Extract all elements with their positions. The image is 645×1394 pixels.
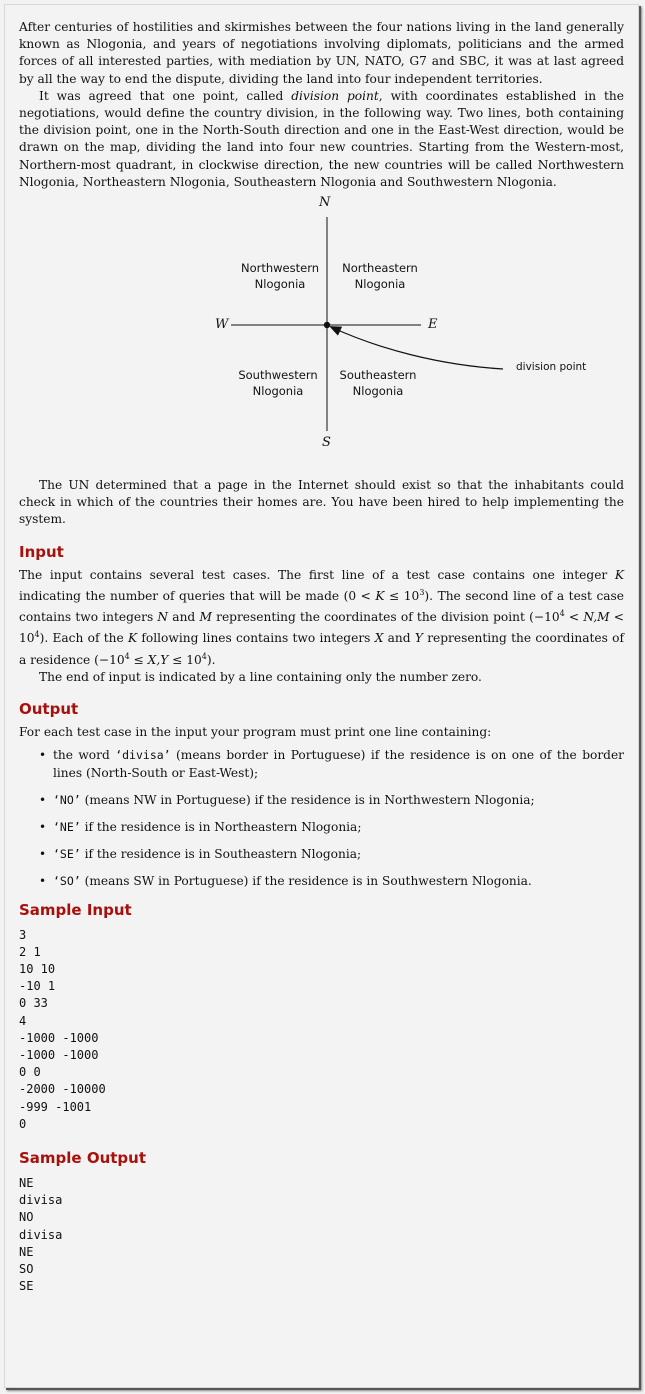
- input-text: following lines contains two integers: [137, 631, 375, 646]
- division-point-arrow: [331, 327, 503, 369]
- input-text: and: [168, 610, 200, 625]
- bullet-icon: •: [39, 792, 47, 807]
- problem-page: [4, 4, 639, 1388]
- west-label: W: [215, 317, 229, 333]
- ne-line1: Northeastern: [342, 261, 418, 276]
- bullet-icon: •: [39, 874, 47, 889]
- northwestern-label: [235, 260, 325, 292]
- after-figure-paragraph: The UN determined that a page in the Internet should exist so that the inhabitants could check in which of the countries their homes are. You have been hired to help implementing the system.: [19, 478, 624, 527]
- input-text: indicating the number of queries that will be made (0 <: [19, 588, 376, 603]
- intro-p2-before: It was agreed that one point, called: [39, 88, 292, 103]
- item-text: if the residence is in Northeastern Nlogonia;: [80, 819, 362, 834]
- exponent: 4: [201, 651, 207, 661]
- output-paragraph: For each test case in the input your program must print one line containing:: [19, 725, 492, 740]
- bullet-icon: •: [39, 748, 47, 763]
- division-point-dot: [324, 322, 330, 328]
- output-heading: Output: [19, 700, 79, 719]
- item-code: ‘SE’: [53, 847, 81, 862]
- se-line1: Southeastern: [339, 368, 417, 383]
- southeastern-label: [333, 367, 423, 399]
- division-diagram: [19, 199, 624, 469]
- east-label: E: [428, 317, 438, 333]
- intro-p2-after: , with coordinates established in the negotiations, would define the country division, in the following way. Two lines, both containing the division point, one in the North-South direction and one in the East-West direction, would be drawn on the map, dividing the land into four new countries. Starting from the Western-most, Northern-most quadrant, in clockwise direction, the new countries will be called Northwestern Nlogonia, Northeastern Nlogonia, Southeastern Nlogonia and Southwestern Nlogonia.: [19, 88, 624, 189]
- list-item: [39, 873, 624, 890]
- item-text: (means border in Portuguese) if the residence is on one of the border lines (North-South or East-West);: [53, 748, 624, 780]
- var-xy: X,Y: [147, 652, 169, 667]
- input-text: ≤ 10: [384, 588, 420, 603]
- input-text: representing the coordinates of a residence (−10: [19, 631, 624, 667]
- var-nm: N,M: [583, 610, 610, 625]
- item-text: if the residence is in Southeastern Nlogonia;: [80, 847, 362, 862]
- northeastern-label: [335, 260, 425, 292]
- nw-line2: Nlogonia: [254, 277, 306, 292]
- sample-input-block: 3 2 1 10 10 -10 1 0 33 4 -1000 -1000 -1000 -1000 0 0 -2000 -10000 -999 -1001 0: [19, 927, 106, 1131]
- list-item: [39, 747, 624, 781]
- intro-paragraph-1: After centuries of hostilities and skirmishes between the four nations living in the land generally known as Nlogonia, and years of negotiations involving diplomats, politicians and the armed forces of all interested parties, with mediation by UN, NATO, G7 and SBC, it was at last agreed by all the way to end the dispute, dividing the land into four independent territories.: [19, 20, 624, 86]
- var-m: M: [199, 610, 212, 625]
- input-text: representing the coordinates of the division point (−10: [211, 610, 560, 625]
- sample-output-block: NE divisa NO divisa NE SO SE: [19, 1175, 63, 1294]
- input-text: < 10: [19, 610, 624, 646]
- division-figure: [19, 195, 624, 469]
- var-k: K: [614, 567, 624, 582]
- division-point-label: division point: [516, 361, 587, 374]
- se-line2: Nlogonia: [352, 384, 404, 399]
- item-prefix: the word: [53, 748, 116, 763]
- exponent: 4: [559, 609, 565, 619]
- list-item: [39, 792, 624, 809]
- input-heading: Input: [19, 542, 64, 561]
- input-text: ≤: [129, 652, 148, 667]
- intro-p2-emph: division point: [291, 88, 379, 103]
- input-text: ).: [206, 652, 216, 667]
- item-text: (means SW in Portuguese) if the residence is in Southwestern Nlogonia.: [80, 874, 532, 889]
- input-text: ). The second line of a test case contains two integers: [19, 588, 625, 625]
- south-label: S: [322, 435, 331, 451]
- list-item: [39, 846, 624, 863]
- input-text: and: [383, 631, 415, 646]
- item-code: ‘SO’: [53, 874, 81, 889]
- item-code: ‘NO’: [53, 792, 81, 807]
- input-text: ). Each of the: [39, 631, 129, 646]
- input-paragraph: [19, 567, 624, 669]
- bullet-icon: •: [39, 847, 47, 862]
- input-text: <: [564, 610, 584, 625]
- nw-line1: Northwestern: [240, 261, 320, 276]
- var-y: Y: [414, 631, 423, 646]
- item-code: ‘divisa’: [115, 748, 171, 763]
- sample-input-heading: Sample Input: [19, 900, 132, 919]
- exponent: 4: [34, 630, 40, 640]
- var-x: X: [374, 631, 384, 646]
- input-end-paragraph: The end of input is indicated by a line containing only the number zero.: [39, 669, 482, 684]
- var-k: K: [128, 631, 138, 646]
- var-k: K: [375, 588, 385, 603]
- output-list: [19, 747, 624, 890]
- bullet-icon: •: [39, 819, 47, 834]
- sample-output-heading: Sample Output: [19, 1148, 147, 1167]
- sw-line1: Southwestern: [238, 368, 318, 383]
- north-label: N: [319, 195, 331, 211]
- southwestern-label: [233, 367, 323, 399]
- exponent: 4: [124, 651, 130, 661]
- problem-content: [19, 19, 624, 1295]
- ne-line2: Nlogonia: [354, 277, 406, 292]
- item-text: (means NW in Portuguese) if the residence is in Northwestern Nlogonia;: [80, 792, 535, 807]
- var-n: N: [157, 610, 169, 625]
- sw-line2: Nlogonia: [252, 384, 304, 399]
- item-code: ‘NE’: [53, 819, 81, 834]
- exponent: 3: [419, 587, 425, 597]
- list-item: [39, 819, 624, 836]
- intro-paragraph-2: [19, 88, 624, 191]
- input-text: ≤ 10: [168, 652, 202, 667]
- input-text: The input contains several test cases. The first line of a test case contains one integer: [19, 567, 615, 582]
